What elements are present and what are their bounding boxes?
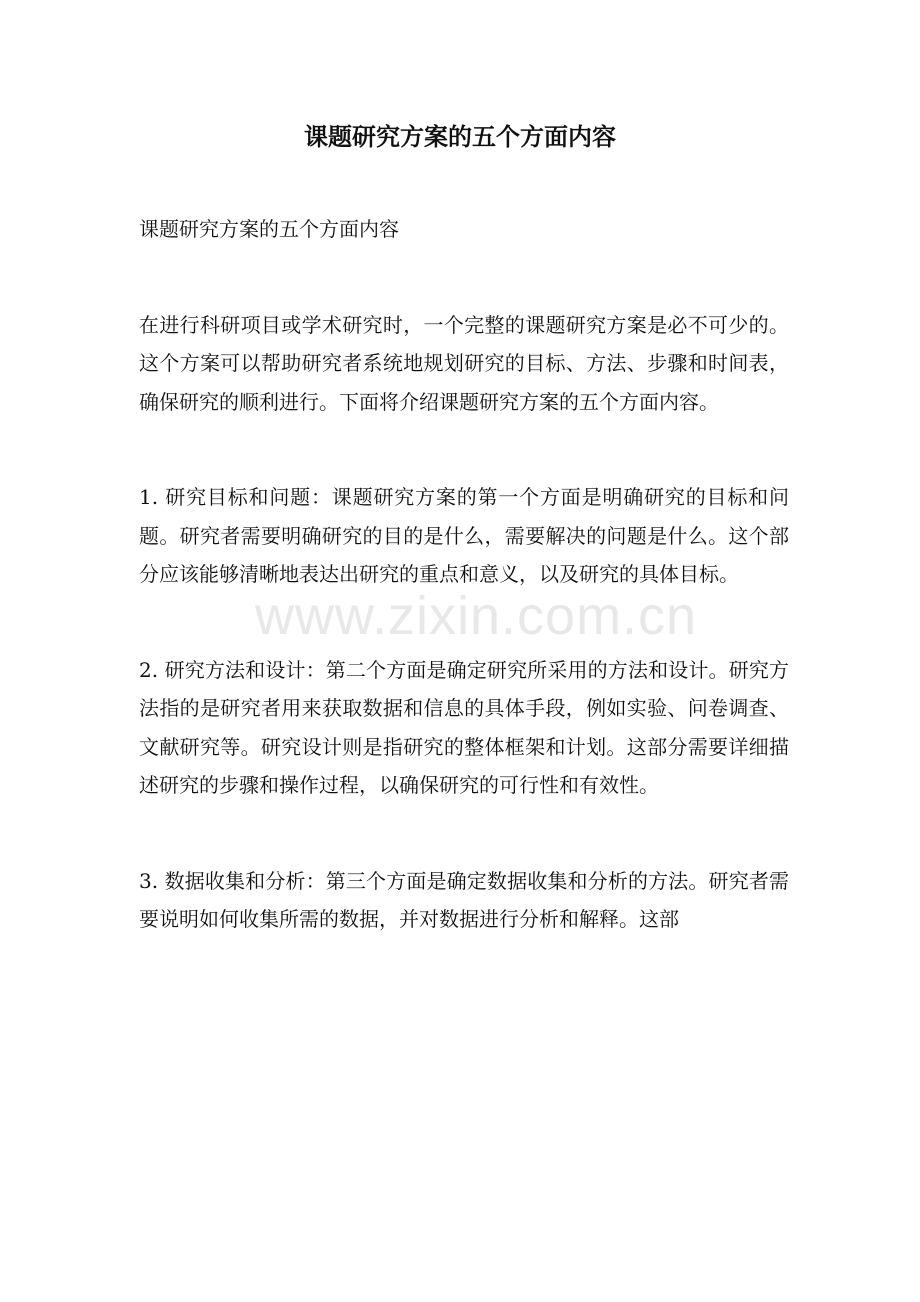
section-paragraph-2: 2. 研究方法和设计：第二个方面是确定研究所采用的方法和设计。研究方法指的是研究者用来获取数据和信息的具体手段，例如实验、问卷调查、文献研究等。研究设计则是指研究的整体框架和计划。这部分需要详细描述研究的步骤和操作过程，以确保研究的可行性和有效性。 — [139, 657, 789, 797]
intro-paragraph: 在进行科研项目或学术研究时，一个完整的课题研究方案是必不可少的。这个方案可以帮助研究者系统地规划研究的目标、方法、步骤和时间表，确保研究的顺利进行。下面将介绍课题研究方案的五个方面内容。 — [139, 312, 789, 414]
document-body — [139, 210, 789, 939]
document-subtitle: 课题研究方案的五个方面内容 — [139, 217, 399, 241]
watermark: www.zixin.com.cn — [255, 586, 698, 646]
document-title: 课题研究方案的五个方面内容 — [304, 122, 616, 151]
section-paragraph-1: 1. 研究目标和问题：课题研究方案的第一个方面是明确研究的目标和问题。研究者需要明确研究的目的是什么，需要解决的问题是什么。这个部分应该能够清晰地表达出研究的重点和意义，以及研究的具体目标。 — [139, 485, 789, 586]
section-paragraph-3: 3. 数据收集和分析：第三个方面是确定数据收集和分析的方法。研究者需要说明如何收集所需的数据，并对数据进行分析和解释。这部 — [139, 868, 789, 931]
